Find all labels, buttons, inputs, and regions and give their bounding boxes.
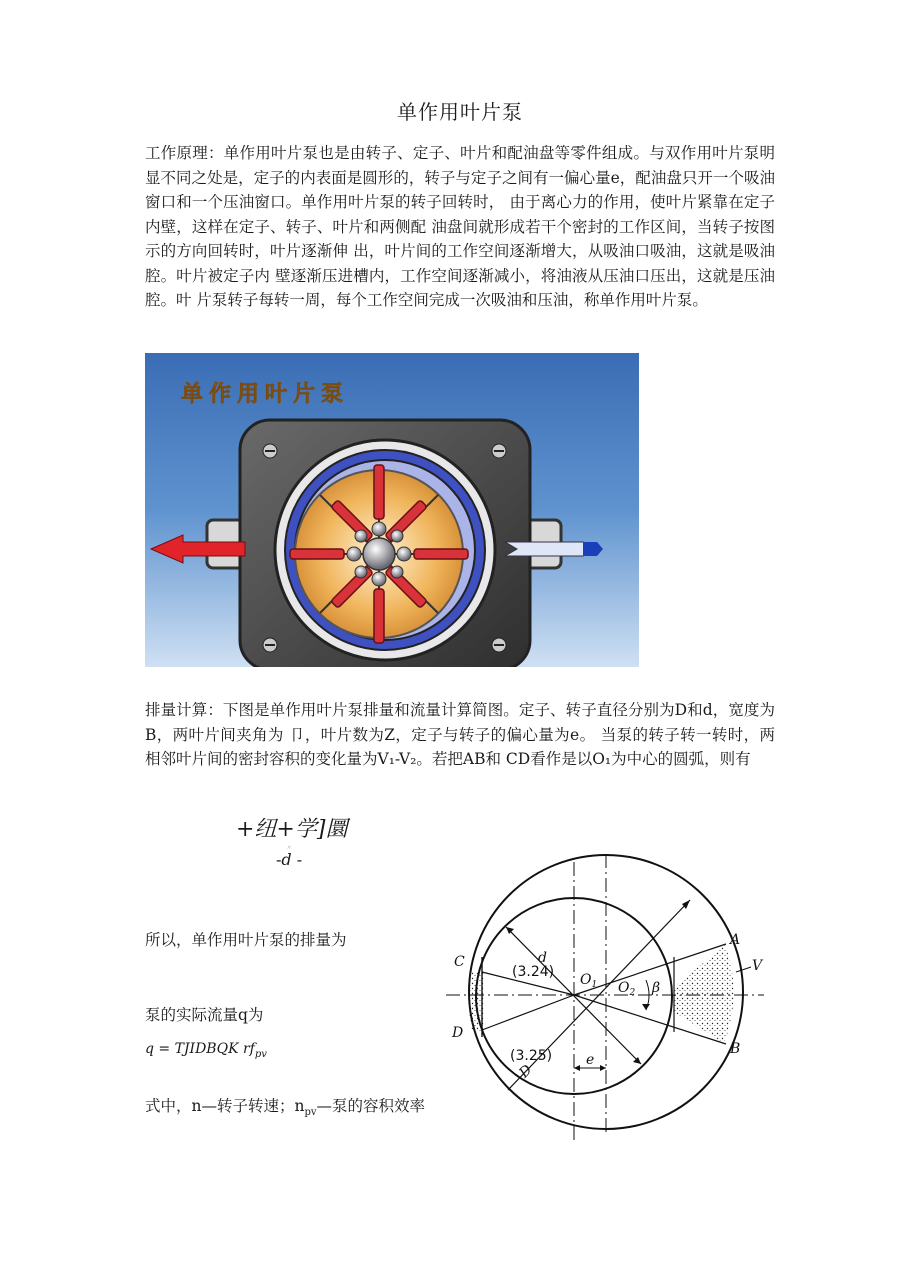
label-e: e [586, 1052, 595, 1068]
label-O1: $O_1$ [580, 972, 598, 990]
label-B: B [730, 1041, 741, 1057]
formula-mark: 〃 [286, 845, 293, 852]
label-C: C [454, 954, 465, 970]
flow-formula-main: q = TJIDBQK rf [145, 1041, 255, 1057]
label-O2: $O_2$ [618, 980, 636, 998]
garbled-formula: +纽+学]圜 [236, 817, 348, 842]
page-title: 单作用叶片泵 [397, 100, 523, 124]
formula-denominator: -d - [276, 850, 303, 869]
eq-ref-324: (3.24) [512, 964, 555, 980]
label-D-point: D [452, 1025, 464, 1041]
label-V: V [752, 958, 763, 974]
label-d: d [538, 950, 547, 966]
flow-formula [145, 1041, 267, 1060]
legend-line [145, 1094, 465, 1118]
actual-flow-line: 泵的实际流量q为 [145, 1006, 264, 1024]
displacement-diagram [446, 832, 776, 1152]
principle-paragraph: 工作原理：单作用叶片泵也是由转子、定子、叶片和配油盘等零件组成。与双作用叶片泵明显不同之处是，定子的内表面是圆形的，转子与定子之间有一偏心量e，配油盘只开一个吸油窗口和一个压油窗口。单作用叶片泵的转子回转时， 由于离心力的作用，使叶片紧靠在定子内壁，这样在定子、转子、叶片和两侧配 油盘间就形成若干个密封的工作区间，当转子按图示的方向回转时，叶片逐渐伸 出，叶片间的工作空间逐渐增大，从吸油口吸油，这就是吸油腔。叶片被定子内 壁逐渐压进槽内，工作空间逐渐减小，将油液从压油口压出，这就是压油腔。叶 片泵转子每转一周，每个工作空间完成一次吸油和压油，称单作用叶片泵。 [145, 144, 775, 309]
legend-tail: —泵的容积效率 [316, 1097, 426, 1115]
flow-formula-sub: pv [254, 1048, 267, 1060]
displacement-paragraph: 排量计算：下图是单作用叶片泵排量和流量计算简图。定子、转子直径分别为D和d，宽度为B，两叶片间夹角为 卩，叶片数为Z，定子与转子的偏心量为e。 当泵的转子转一转时，两相邻叶片间的密封容积的变化量为V₁-V₂。若把AB和 CD看作是以O₁为中心的圆弧，则有 [145, 701, 775, 768]
illustration-caption: 单作用叶片泵 [181, 382, 350, 407]
legend-sub: pv [304, 1107, 317, 1119]
displacement-line: 所以，单作用叶片泵的排量为 [145, 931, 347, 949]
label-D-dim: D [516, 1061, 536, 1082]
legend-main: 式中，n—转子转速；n [145, 1097, 305, 1115]
eq-ref-325: (3.25) [510, 1048, 553, 1064]
label-A: A [730, 932, 741, 948]
label-beta: β [652, 980, 661, 996]
vane-pump-illustration [145, 353, 639, 667]
